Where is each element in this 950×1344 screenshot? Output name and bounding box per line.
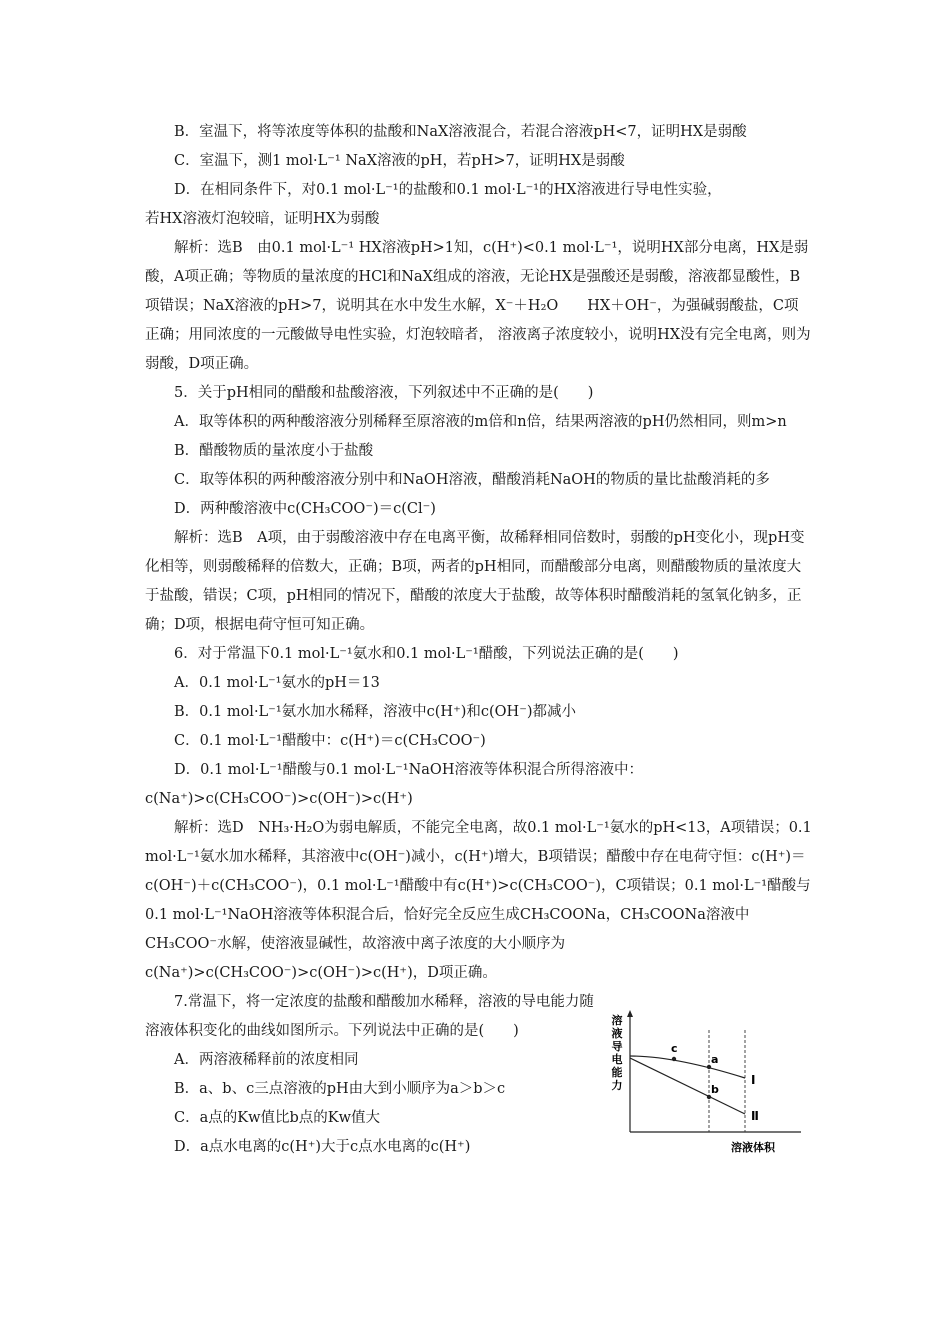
x-axis-label: 溶液体积 (731, 1141, 775, 1154)
y-label-char-3: 导 (611, 1040, 623, 1053)
y-label-char-6: 力 (611, 1079, 623, 1092)
q7-option-b: B．a、b、c三点溶液的pH由大到小顺序为a＞b＞c (174, 1081, 506, 1097)
point-c-label: c (671, 1042, 678, 1055)
point-a-label: a (711, 1053, 719, 1066)
q6-analysis: 解析：选D NH₃·H₂O为弱电解质，不能完全电离，故0.1 mol·L⁻¹氨水的pH<13，A项错误；0.1 mol·L⁻¹氨水加水稀释，其溶液中c(OH⁻)减小，c(H⁺)增大，B项错误；醋酸中存在电荷守恒：c(H⁺)＝c(OH⁻)＋c(CH₃COO⁻)，0.1 mol·L⁻¹醋酸中有c(H⁺)>c(CH₃COO⁻)，C项错误；0.1 mol·L⁻¹醋酸与0.1 mol·L⁻¹NaOH溶液等体积混合后，恰好完全反应生成CH₃COONa，CH₃COONa溶液中CH₃COO⁻水解，使溶液显碱性，故溶液中离子浓度的大小顺序为c(Na⁺)>c(CH₃COO⁻)>c(OH⁻)>c(H⁺)，D项正确。 (145, 820, 812, 981)
q4-option-b: B．室温下，将等浓度等体积的盐酸和NaX溶液混合，若混合溶液pH<7，证明HX是弱酸 (174, 124, 747, 140)
y-label-char-5: 能 (611, 1066, 623, 1079)
q6-stem: 6．对于常温下0.1 mol·L⁻¹氨水和0.1 mol·L⁻¹醋酸，下列说法正确的是( ) (174, 646, 679, 662)
q7-option-a: A．两溶液稀释前的浓度相同 (174, 1052, 359, 1068)
y-label-char-2: 液 (611, 1027, 623, 1040)
curve-II (630, 1058, 745, 1114)
curve-II-label: Ⅱ (751, 1109, 759, 1123)
q7-option-d: D．a点水电离的c(H⁺)大于c点水电离的c(H⁺) (174, 1139, 471, 1155)
conductivity-figure (605, 1008, 815, 1158)
q5-stem: 5．关于pH相同的醋酸和盐酸溶液，下列叙述中不正确的是( ) (174, 385, 594, 401)
q7-stem: 7.常温下，将一定浓度的盐酸和醋酸加水稀释，溶液的导电能力随溶液体积变化的曲线如图所示。下列说法中正确的是( ) (145, 994, 594, 1039)
y-label-char-1: 溶 (611, 1014, 623, 1027)
conductivity-graph (605, 1008, 815, 1158)
q6-option-d: D．0.1 mol·L⁻¹醋酸与0.1 mol·L⁻¹NaOH溶液等体积混合所得溶液中：c(Na⁺)>c(CH₃COO⁻)>c(OH⁻)>c(H⁺) (145, 762, 643, 807)
q5-analysis: 解析：选B A项，由于弱酸溶液中存在电离平衡，故稀释相同倍数时，弱酸的pH变化小，现pH变化相等，则弱酸稀释的倍数大，正确；B项，两者的pH相同，而醋酸部分电离，则醋酸物质的量浓度大于盐酸，错误；C项，pH相同的情况下，醋酸的浓度大于盐酸，故等体积时醋酸消耗的氢氧化钠多，正确；D项，根据电荷守恒可知正确。 (145, 530, 805, 633)
q5-option-a: A．取等体积的两种酸溶液分别稀释至原溶液的m倍和n倍，结果两溶液的pH仍然相同，则m>n (174, 414, 787, 430)
q6-option-b: B．0.1 mol·L⁻¹氨水加水稀释，溶液中c(H⁺)和c(OH⁻)都减小 (174, 704, 576, 720)
q4-option-d-line1: D．在相同条件下，对0.1 mol·L⁻¹的盐酸和0.1 mol·L⁻¹的HX溶液进行导电性实验， (174, 182, 722, 198)
q4-option-d-line2: 若HX溶液灯泡较暗，证明HX为弱酸 (145, 211, 380, 227)
y-label-char-4: 电 (611, 1053, 623, 1066)
q4-analysis: 解析：选B 由0.1 mol·L⁻¹ HX溶液pH>1知，c(H⁺)<0.1 mol·L⁻¹，说明HX部分电离，HX是弱酸，A项正确；等物质的量浓度的HCl和NaX组成的溶液，无论HX是强酸还是弱酸，溶液都显酸性，B项错误；NaX溶液的pH>7，说明其在水中发生水解，X⁻＋H₂O HX＋OH⁻，为强碱弱酸盐，C项正确；用同浓度的一元酸做导电性实验，灯泡较暗者， 溶液离子浓度较小，说明HX没有完全电离，则为弱酸，D项正确。 (145, 240, 811, 372)
q4-option-c: C．室温下，测1 mol·L⁻¹ NaX溶液的pH，若pH>7，证明HX是弱酸 (174, 153, 625, 169)
q6-option-a: A．0.1 mol·L⁻¹氨水的pH＝13 (174, 675, 380, 691)
document-body (145, 118, 813, 1162)
point-c-marker (672, 1057, 676, 1061)
curve-I-label: Ⅰ (751, 1073, 756, 1087)
q5-option-d: D．两种酸溶液中c(CH₃COO⁻)＝c(Cl⁻) (174, 501, 436, 517)
q5-option-b: B．醋酸物质的量浓度小于盐酸 (174, 443, 374, 459)
q6-option-c: C．0.1 mol·L⁻¹醋酸中：c(H⁺)＝c(CH₃COO⁻) (174, 733, 486, 749)
q7-option-c: C．a点的Kw值比b点的Kw值大 (174, 1110, 381, 1126)
q5-option-c: C．取等体积的两种酸溶液分别中和NaOH溶液，醋酸消耗NaOH的物质的量比盐酸消耗的多 (174, 472, 770, 488)
y-axis-arrow (627, 1010, 633, 1017)
point-b-label: b (711, 1083, 719, 1096)
